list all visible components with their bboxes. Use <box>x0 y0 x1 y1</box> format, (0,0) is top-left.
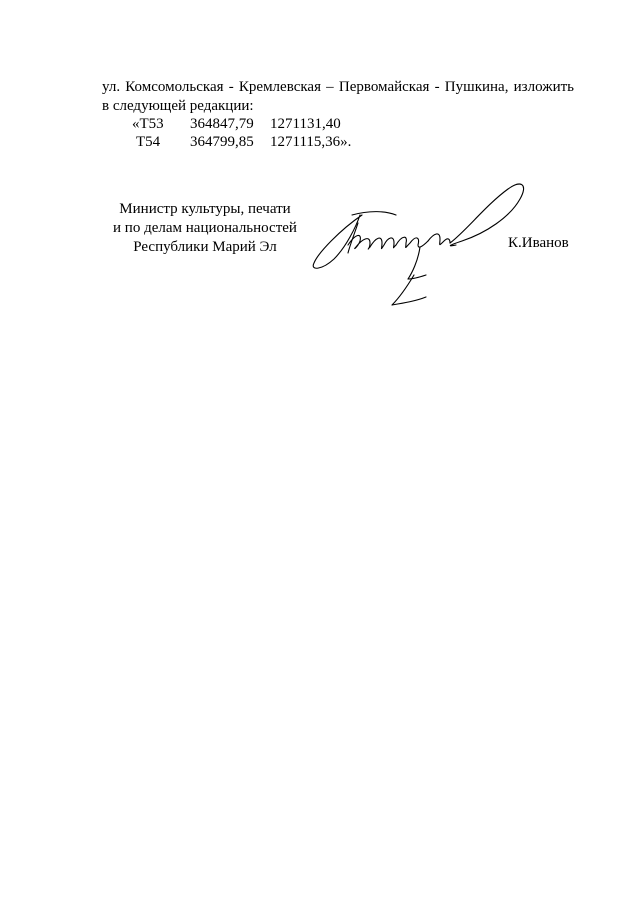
title-line-1: Министр культуры, печати <box>119 201 291 217</box>
signatory-title <box>100 200 310 257</box>
paragraph-line-2: в следующей редакции: <box>102 98 254 114</box>
coordinate-y <box>270 133 351 151</box>
point-label: Т53 <box>139 116 164 132</box>
opening-quote: « <box>132 116 140 132</box>
coordinate-y: 1271131,40 <box>270 116 341 132</box>
coordinate-row <box>0 115 640 133</box>
paragraph-line-1: ул. Комсомольская - Кремлевская – Первомайская - Пушкина, изложить <box>102 79 574 95</box>
signatory-name: К.Иванов <box>508 235 569 251</box>
coordinate-label <box>132 115 164 133</box>
coordinate-x: 364799,85 <box>190 134 254 150</box>
title-line-2: и по делам национальностей <box>113 220 297 236</box>
coordinate-x: 364847,79 <box>190 116 254 132</box>
point-label: Т54 <box>136 134 161 150</box>
closing-quote: ». <box>340 134 352 150</box>
handwritten-signature <box>300 175 540 315</box>
coordinate-y-value: 1271115,36 <box>270 134 341 150</box>
coordinate-row <box>0 133 640 151</box>
title-line-3: Республики Марий Эл <box>133 239 277 255</box>
